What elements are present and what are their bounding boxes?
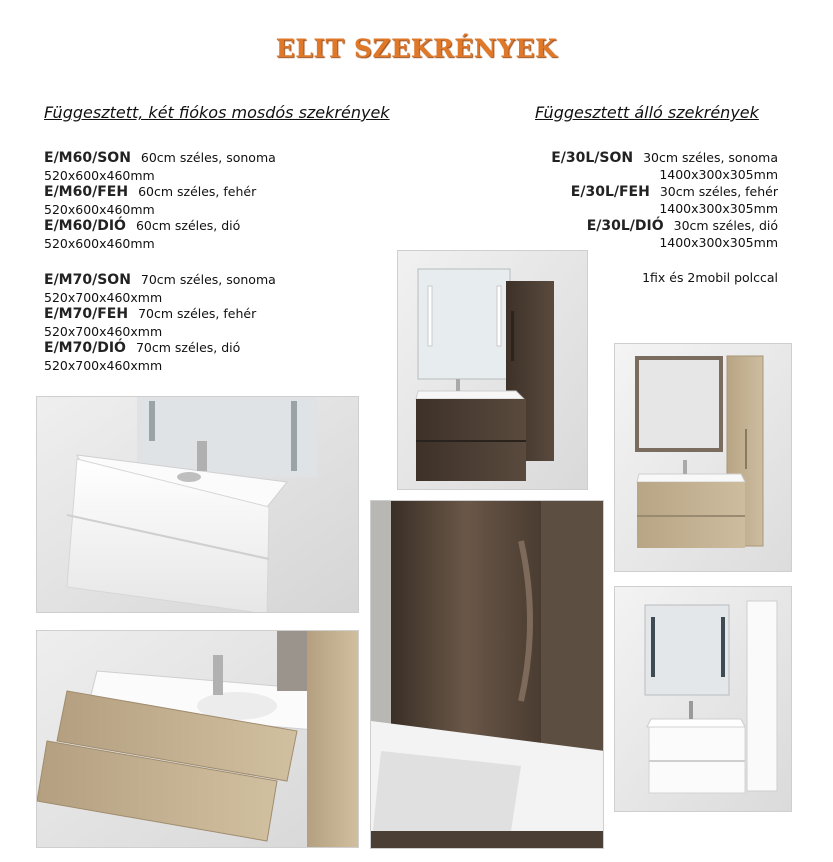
product-desc: 60cm széles, fehér <box>138 184 257 199</box>
product-desc: 30cm széles, fehér <box>659 184 778 199</box>
product-code: E/M70/FEH <box>44 306 129 322</box>
product-desc: 30cm széles, sonoma <box>643 150 778 165</box>
product-code: E/M60/SON <box>44 150 131 166</box>
product-line <box>44 272 276 288</box>
product-line <box>44 184 256 200</box>
product-line <box>44 150 276 166</box>
product-dims: 1400x300x305mm <box>659 201 778 216</box>
product-dims: 520x600x460mm <box>44 236 155 251</box>
product-desc: 70cm széles, fehér <box>138 306 257 321</box>
page-title: ELIT SZEKRÉNYEK <box>275 34 558 63</box>
product-code: E/M70/SON <box>44 272 131 288</box>
product-line <box>587 218 778 234</box>
section-heading-vanity: Függesztett, két fiókos mosdós szekrények <box>44 103 390 122</box>
product-code: E/30L/FEH <box>570 184 650 200</box>
product-photo-sonoma-drawers <box>36 630 359 848</box>
product-dims: 520x600x460mm <box>44 168 155 183</box>
product-photo-walnut-set <box>397 250 588 490</box>
product-photo-walnut-closeup <box>370 500 604 849</box>
product-desc: 70cm széles, sonoma <box>140 272 276 287</box>
product-photo-white-closeup <box>36 396 359 613</box>
product-desc: 60cm széles, sonoma <box>140 150 276 165</box>
product-code: E/M60/DIÓ <box>44 218 126 234</box>
product-line <box>44 218 240 234</box>
product-code: E/30L/DIÓ <box>586 218 664 234</box>
product-dims: 520x700x460xmm <box>44 290 163 305</box>
product-desc: 70cm széles, dió <box>135 340 241 355</box>
product-desc: 30cm széles, dió <box>673 218 778 233</box>
product-line <box>551 150 778 166</box>
product-photo-sonoma-set <box>614 343 792 572</box>
product-line <box>571 184 778 200</box>
section-heading-tall-cabinets: Függesztett álló szekrények <box>535 103 759 122</box>
product-desc: 60cm széles, dió <box>135 218 241 233</box>
product-dims: 520x700x460xmm <box>44 358 163 373</box>
shelf-note: 1fix és 2mobil polccal <box>642 270 778 285</box>
product-dims: 1400x300x305mm <box>659 167 778 182</box>
product-code: E/M70/DIÓ <box>44 340 126 356</box>
product-code: E/30L/SON <box>551 150 634 166</box>
product-photo-white-set <box>614 586 792 812</box>
product-code: E/M60/FEH <box>44 184 129 200</box>
product-dims: 520x600x460mm <box>44 202 155 217</box>
product-line <box>44 340 240 356</box>
product-line <box>44 306 256 322</box>
product-dims: 520x700x460xmm <box>44 324 163 339</box>
product-dims: 1400x300x305mm <box>659 235 778 250</box>
